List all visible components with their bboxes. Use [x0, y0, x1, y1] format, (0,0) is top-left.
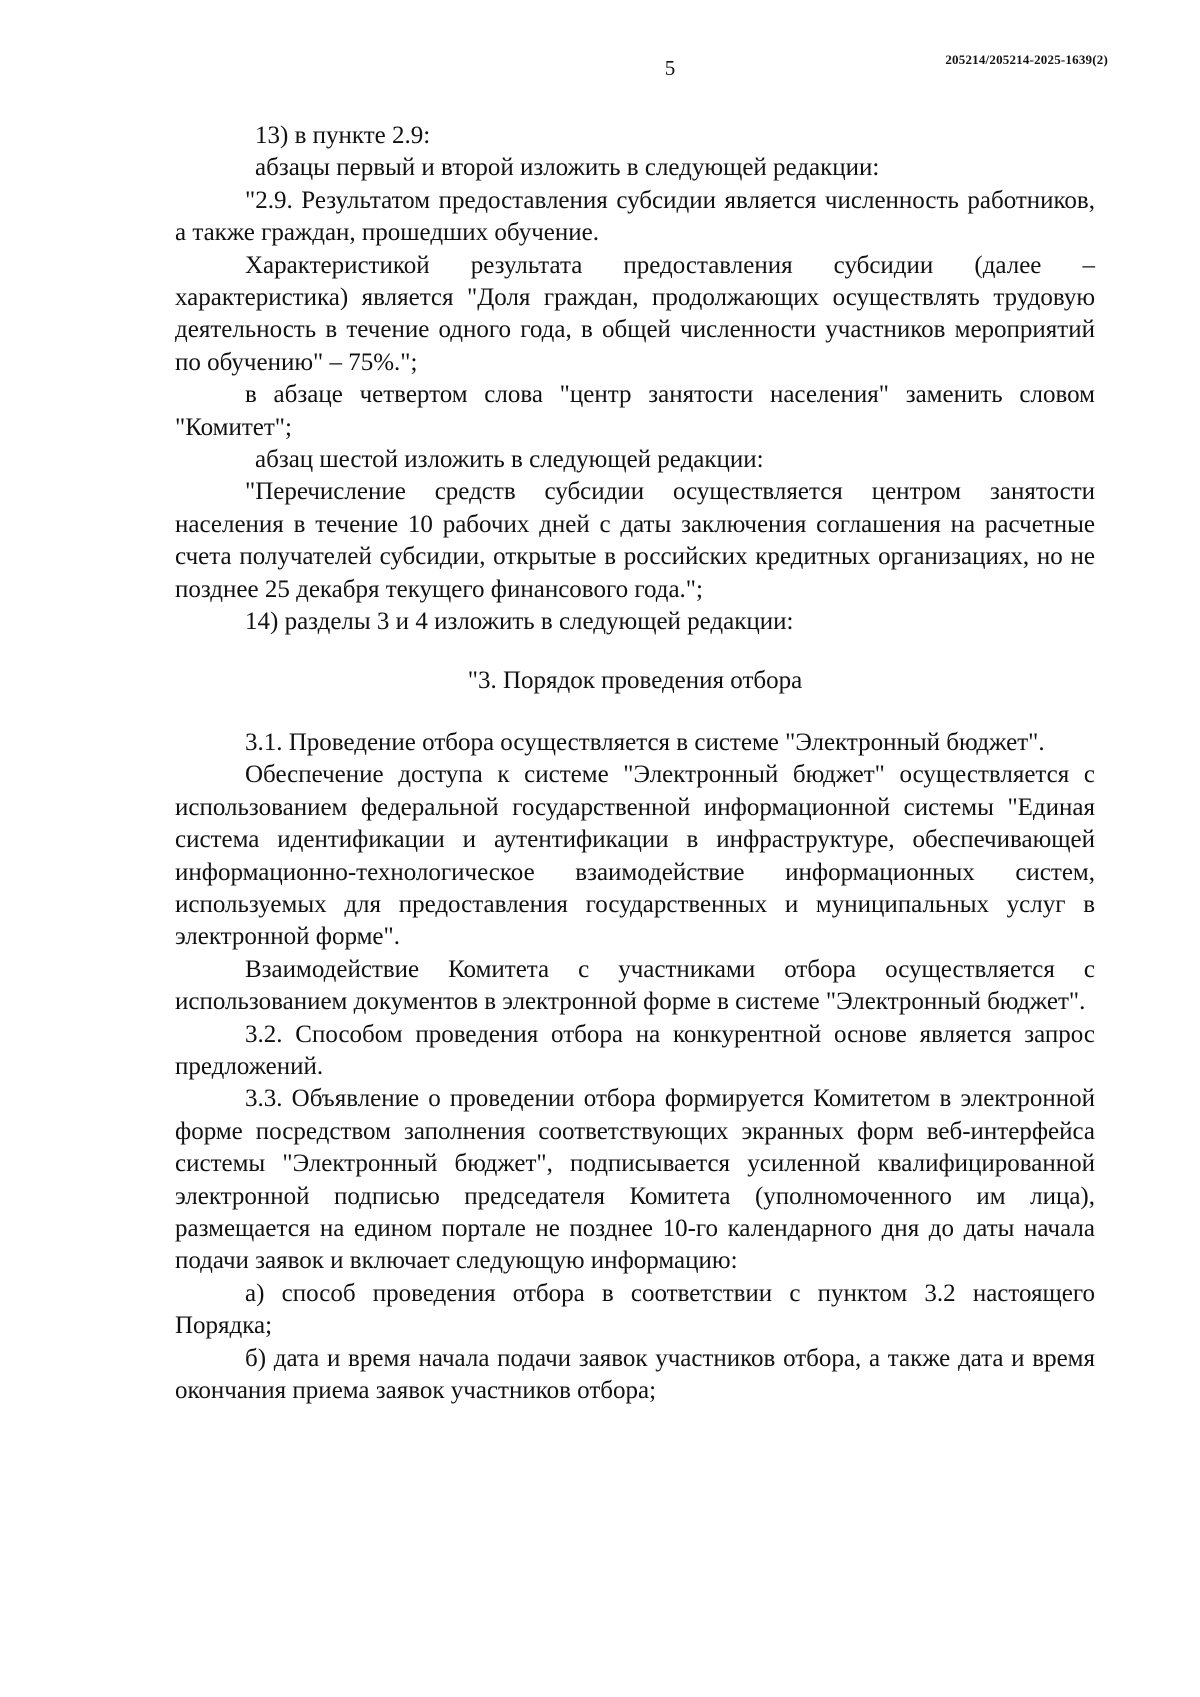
section-heading: "3. Порядок проведения отбора	[467, 666, 803, 694]
list-item: а) способ проведения отбора в соответствии с пунктом 3.2 настоящего Порядка;	[175, 1279, 1095, 1340]
paragraph: абзац шестой изложить в следующей редакции:	[255, 446, 764, 474]
paragraph: 3.1. Проведение отбора осуществляется в системе "Электронный бюджет".	[245, 728, 1045, 756]
page-number: 5	[664, 56, 676, 80]
amendment-item-13: 13) в пункте 2.9:	[255, 122, 431, 149]
paragraph: "Перечисление средств субсидии осуществляется центром занятости населения в течение 10 рабочих дней с даты заключения соглашения на расчетные счета получателей субсидии, открытые в российских кредитных организациях, но не позднее 25 декабря текущего финансового года.";	[175, 478, 1095, 603]
paragraph: Характеристикой результата предоставления субсидии (далее – характеристика) является "Доля граждан, продолжающих осуществлять трудовую деятельность в течение одного года, в общей численности участников мероприятий по обучению" – 75%.";	[175, 251, 1095, 376]
paragraph: "2.9. Результатом предоставления субсидии является численность работников, а также граждан, прошедших обучение.	[175, 186, 1095, 247]
amendment-item-14: 14) разделы 3 и 4 изложить в следующей редакции:	[245, 608, 794, 636]
paragraph: абзацы первый и второй изложить в следующей редакции:	[255, 154, 880, 182]
paragraph: 3.3. Объявление о проведении отбора формируется Комитетом в электронной форме посредством заполнения соответствующих экранных форм веб-интерфейса системы "Электронный бюджет", подписывается усиленной квалифицированной электронной подписью председателя Комитета (уполномоченного им лица), размещается на едином портале не позднее 10-го календарного дня до даты начала подачи заявок и включает следующую информацию:	[175, 1085, 1095, 1275]
paragraph: Взаимодействие Комитета с участниками отбора осуществляется с использованием документов в электронной форме в системе "Электронный бюджет".	[175, 955, 1095, 1016]
document-body	[175, 120, 1095, 1407]
paragraph: в абзаце четвертом слова "центр занятости населения" заменить словом "Комитет";	[175, 381, 1095, 441]
list-item: б) дата и время начала подачи заявок участников отбора, а также дата и время окончания приема заявок участников отбора;	[175, 1344, 1095, 1405]
paragraph: Обеспечение доступа к системе "Электронный бюджет" осуществляется с использованием федеральной государственной информационной системы "Единая система идентификации и аутентификации в инфраструктуре, обеспечивающей информационно-технологическое взаимодействие информационных систем, используемых для предоставления государственных и муниципальных услуг в электронной форме".	[175, 761, 1095, 951]
paragraph: 3.2. Способом проведения отбора на конкурентной основе является запрос предложений.	[175, 1020, 1095, 1080]
document-id: 205214/205214-2025-1639(2)	[945, 52, 1108, 67]
